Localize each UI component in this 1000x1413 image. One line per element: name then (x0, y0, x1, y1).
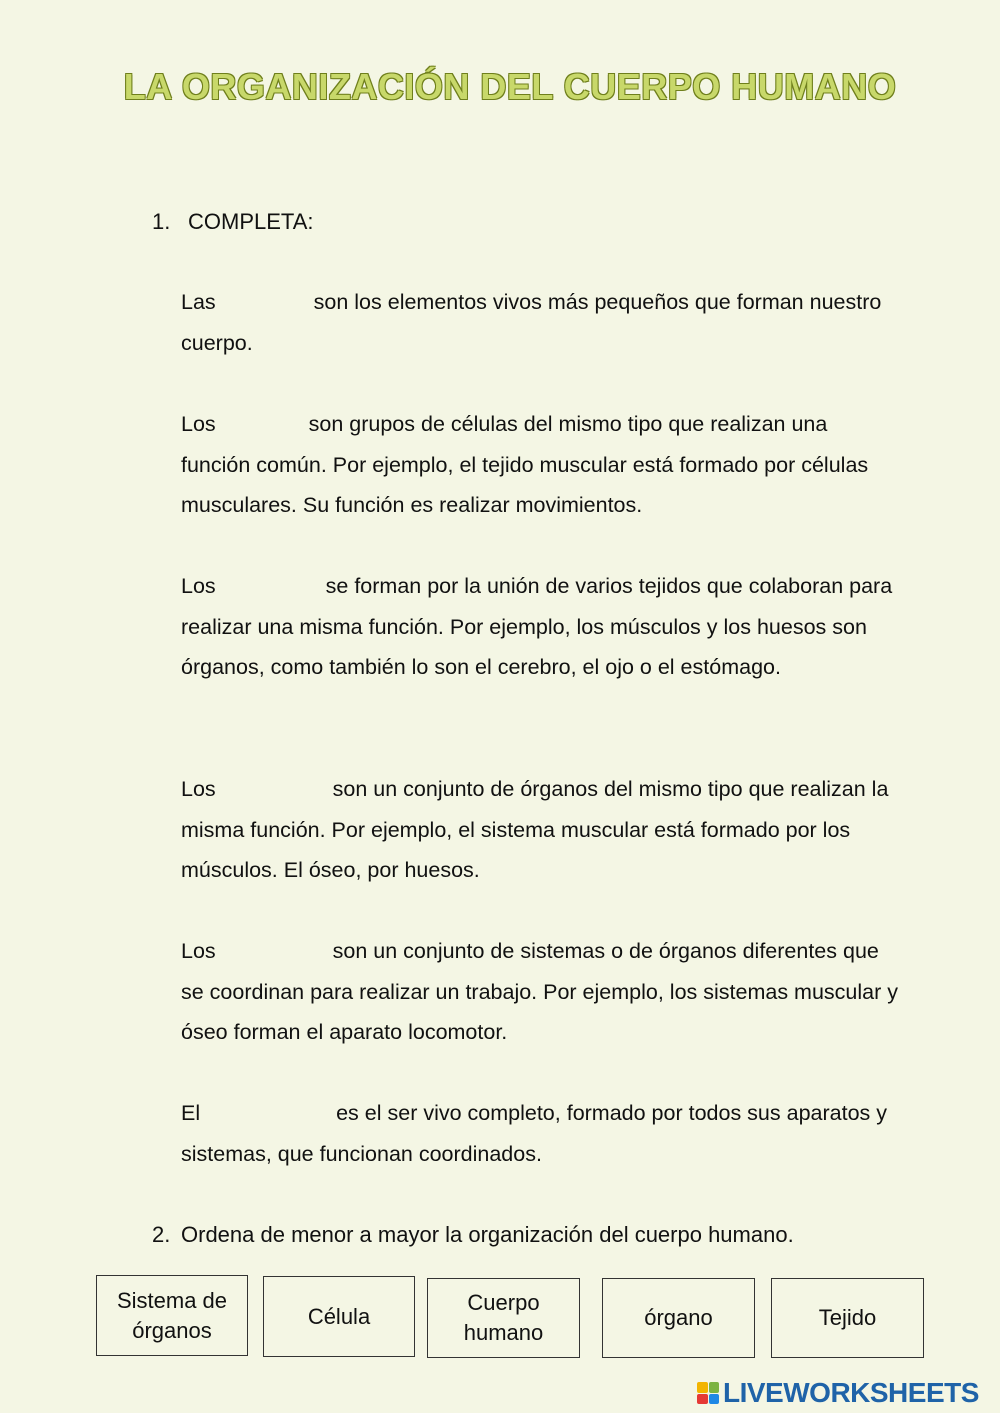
paragraph-2-lead: Los (181, 412, 216, 436)
paragraph-5-text: son un conjunto de sistemas o de órganos diferentes que se coordinan para realizar un trabajo. Por ejemplo, los sistemas muscular y óseo forman el aparato locomotor. (181, 939, 898, 1045)
liveworksheets-logo (697, 1378, 979, 1408)
paragraph-2-text: son grupos de células del mismo tipo que realizan una función común. Por ejemplo, el tejido muscular está formado por células musculares. Su función es realizar movimientos. (181, 412, 869, 518)
paragraph-6-lead: El (181, 1101, 201, 1125)
paragraph-1-text: son los elementos vivos más pequeños que forman nuestro cuerpo. (181, 290, 882, 355)
logo-tile (709, 1394, 720, 1405)
fill-paragraph-4 (181, 769, 901, 891)
option-box-sistema-de-organos[interactable] (96, 1275, 248, 1356)
paragraph-6-text: es el ser vivo completo, formado por todos sus aparatos y sistemas, que funcionan coordinados. (181, 1101, 887, 1166)
logo-text: LIVEWORKSHEETS (723, 1377, 979, 1408)
option-label: Célula (307, 1303, 371, 1329)
fill-paragraph-2 (181, 404, 901, 526)
page-title: LA ORGANIZACIÓN DEL CUERPO HUMANO (123, 66, 897, 107)
paragraph-3-text: se forman por la unión de varios tejidos que colaboran para realizar una misma función. Por ejemplo, los músculos y los huesos son órganos, como también lo son el cerebro, el ojo o el estómago. (181, 574, 893, 680)
liveworksheets-icon (697, 1382, 719, 1404)
logo-tile (709, 1382, 720, 1393)
fill-paragraph-5 (181, 931, 901, 1053)
question-1-label: COMPLETA: (188, 209, 314, 234)
question-2-number: 2. (152, 1222, 171, 1247)
paragraph-4-lead: Los (181, 777, 216, 801)
blank-4[interactable] (222, 776, 327, 796)
blank-5[interactable] (222, 938, 327, 958)
logo-tile (697, 1394, 708, 1405)
option-box-cuerpo-humano[interactable] (427, 1278, 580, 1358)
paragraph-5-lead: Los (181, 939, 216, 963)
option-label: Sistema de órganos (116, 1287, 228, 1343)
fill-paragraph-3 (181, 566, 901, 688)
option-box-organo[interactable] (602, 1278, 755, 1358)
paragraph-1-lead: Las (181, 290, 216, 314)
blank-2[interactable] (222, 411, 303, 431)
logo-tile (697, 1382, 708, 1393)
blank-1[interactable] (222, 289, 308, 309)
paragraph-3-lead: Los (181, 574, 216, 598)
option-label: Tejido (818, 1305, 877, 1330)
option-box-celula[interactable] (263, 1276, 415, 1357)
question-2-label: Ordena de menor a mayor la organización del cuerpo humano. (181, 1222, 794, 1247)
option-label: Cuerpo humano (463, 1290, 544, 1345)
blank-3[interactable] (222, 573, 320, 593)
question-1-number: 1. (152, 209, 171, 234)
fill-paragraph-6 (181, 1093, 901, 1174)
option-box-tejido[interactable] (771, 1278, 924, 1358)
option-label: órgano (644, 1305, 713, 1330)
blank-6[interactable] (206, 1100, 330, 1120)
fill-paragraph-1 (181, 282, 901, 363)
paragraph-4-text: son un conjunto de órganos del mismo tipo que realizan la misma función. Por ejemplo, el sistema muscular está formado por los músculos. El óseo, por huesos. (181, 777, 889, 883)
